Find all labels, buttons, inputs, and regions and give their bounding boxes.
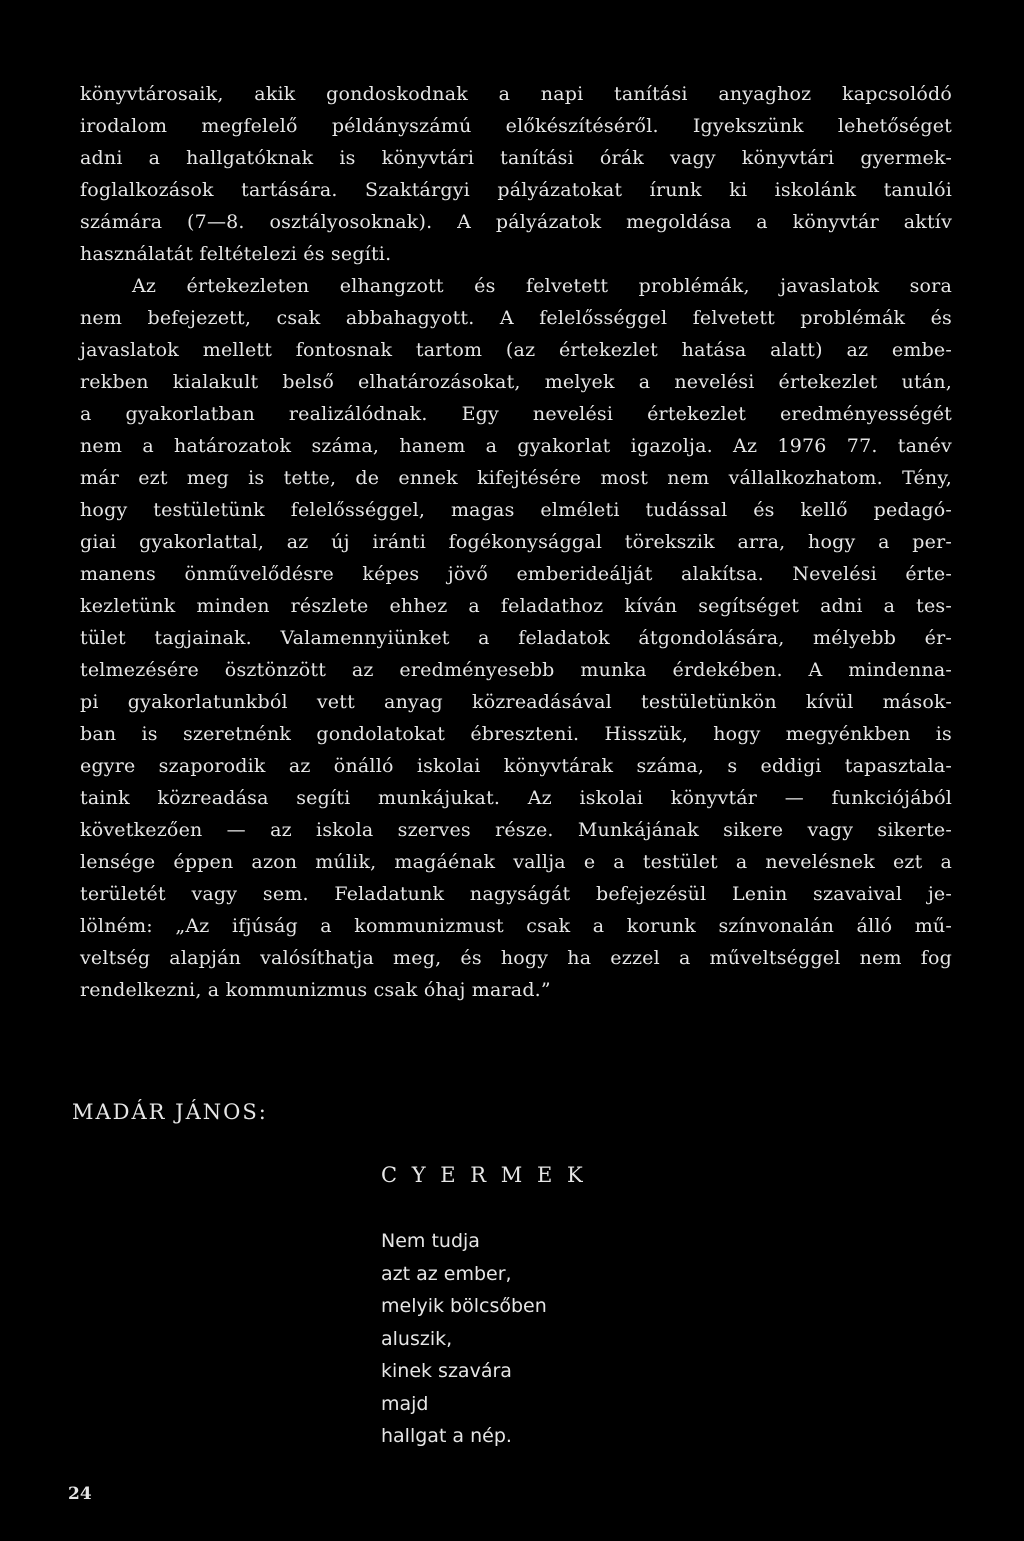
poem-line: kinek szavára (381, 1360, 512, 1382)
poem-line: azt az ember, (381, 1262, 512, 1285)
text-line: manens önművelődésre képes jövő emberideálját alakítsa. Nevelési érte- (80, 563, 952, 585)
text-line: Az értekezleten elhangzott és felvetett problémák, javaslatok sora (132, 275, 952, 297)
text-line: rekben kialakult belső elhatározásokat, melyek a nevelési értekezlet után, (80, 371, 952, 393)
poem-line: aluszik, (381, 1327, 453, 1350)
text-line: giai gyakorlattal, az új iránti fogékonysággal törekszik arra, hogy a per- (80, 531, 952, 553)
text-line: számára (7—8. osztályosoknak). A pályázatok megoldása a könyvtár aktív (80, 211, 952, 233)
text-line: kezletünk minden részlete ehhez a feladathoz kíván segítséget adni a tes- (80, 595, 952, 617)
text-line: taink közreadása segíti munkájukat. Az iskolai könyvtár — funkciójából (80, 787, 952, 809)
text-line: foglalkozások tartására. Szaktárgyi pályázatokat írunk ki iskolánk tanulói (80, 179, 952, 201)
text-line: használatát feltételezi és segíti. (80, 243, 392, 265)
text-line: lölném: „Az ifjúság a kommunizmust csak a korunk színvonalán álló mű- (80, 915, 952, 937)
body-text (80, 78, 952, 1006)
text-line: ban is szeretnénk gondolatokat ébreszteni. Hisszük, hogy megyénkben is (80, 723, 952, 745)
text-line: telmezésére ösztönzött az eredményesebb munka érdekében. A mindenna- (80, 659, 952, 681)
text-line: pi gyakorlatunkból vett anyag közreadásával testületünkön kívül mások- (80, 691, 952, 713)
text-line: lensége éppen azon múlik, magáénak vallja e a testület a nevelésnek ezt a (80, 851, 952, 873)
poem-line: Nem tudja (381, 1230, 480, 1252)
text-line: tület tagjainak. Valamennyiünket a feladatok átgondolására, mélyebb ér- (80, 627, 952, 649)
poem-line: melyik bölcsőben (381, 1295, 547, 1317)
text-line: javaslatok mellett fontosnak tartom (az értekezlet hatása alatt) az embe- (80, 339, 952, 361)
poem-line: hallgat a nép. (381, 1425, 512, 1447)
poem-title: C Y E R M E K (381, 1163, 587, 1187)
text-line: nem befejezett, csak abbahagyott. A felelősséggel felvetett problémák és (80, 307, 952, 329)
text-line: veltség alapján valósíthatja meg, és hogy ha ezzel a műveltséggel nem fog (80, 947, 952, 969)
text-line: következően — az iskola szerves része. Munkájának sikere vagy sikerte- (80, 819, 952, 841)
poem (381, 1225, 547, 1453)
author-name: MADÁR JÁNOS: (72, 1100, 268, 1124)
text-line: hogy testületünk felelősséggel, magas elméleti tudással és kellő pedagó- (80, 499, 952, 521)
poem-line: majd (381, 1392, 429, 1415)
text-line: már ezt meg is tette, de ennek kifejtésére most nem vállalkozhatom. Tény, (80, 467, 952, 489)
text-line: irodalom megfelelő példányszámú előkészítéséről. Igyekszünk lehetőséget (80, 115, 952, 137)
text-line: egyre szaporodik az önálló iskolai könyvtárak száma, s eddigi tapasztala- (80, 755, 952, 777)
text-line: a gyakorlatban realizálódnak. Egy nevelési értekezlet eredményességét (80, 403, 952, 425)
text-line: nem a határozatok száma, hanem a gyakorlat igazolja. Az 1976 77. tanév (80, 435, 952, 457)
text-line: adni a hallgatóknak is könyvtári tanítási órák vagy könyvtári gyermek- (80, 147, 952, 169)
text-line: területét vagy sem. Feladatunk nagyságát befejezésül Lenin szavaival je- (80, 883, 952, 905)
text-line: rendelkezni, a kommunizmus csak óhaj marad.” (80, 979, 551, 1001)
page-number: 24 (68, 1484, 92, 1504)
text-line: könyvtárosaik, akik gondoskodnak a napi tanítási anyaghoz kapcsolódó (80, 83, 952, 105)
